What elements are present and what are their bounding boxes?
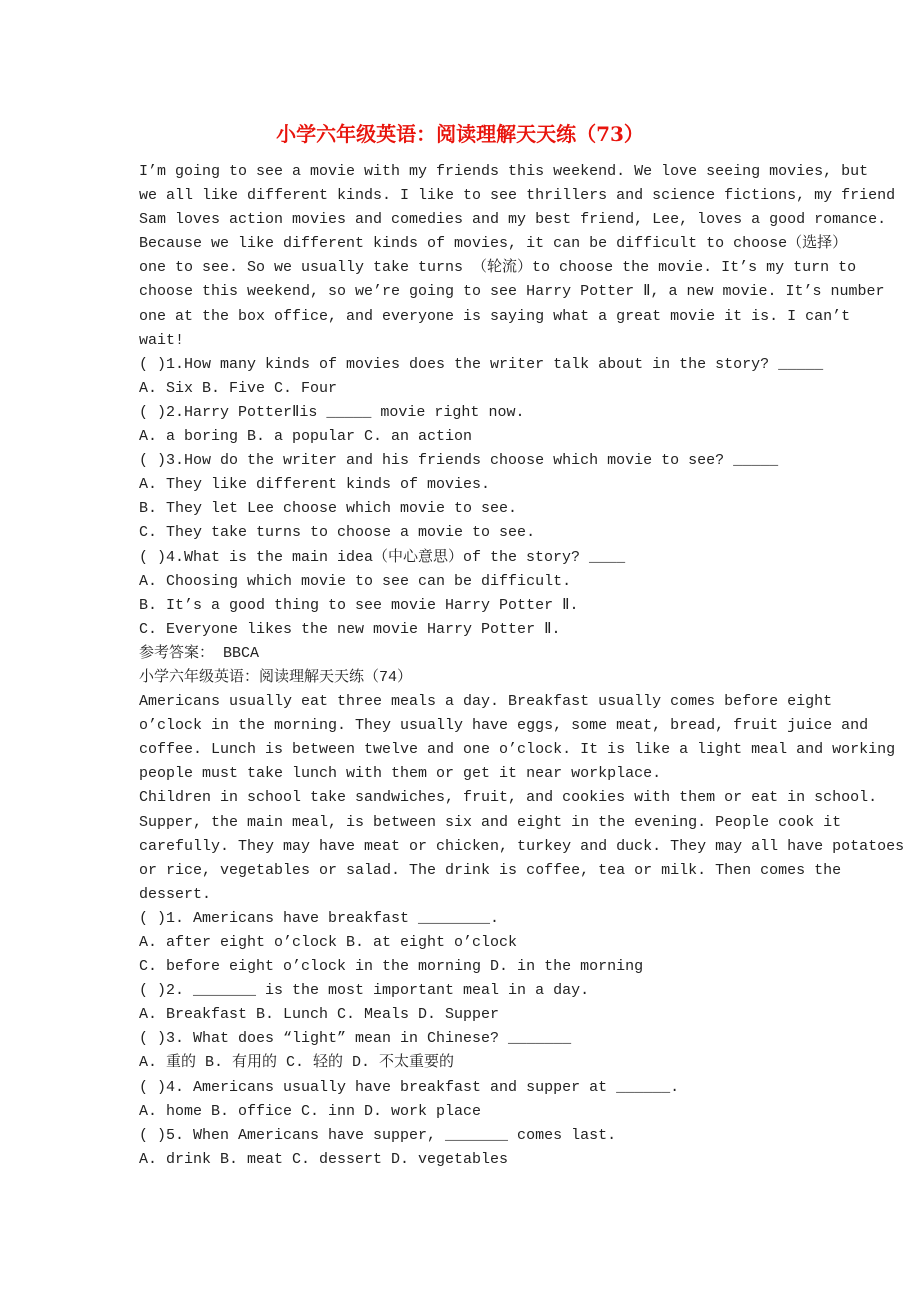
passage-line: Sam loves action movies and comedies and my best friend, Lee, loves a good romance.: [139, 211, 887, 229]
passage-line: wait!: [139, 331, 185, 349]
question-line: A. a boring B. a popular C. an action: [139, 428, 473, 446]
passage-line: Because we like different kinds of movies, it can be difficult to choose（选择）: [139, 235, 848, 253]
page-title: 小学六年级英语：阅读理解天天练（73）: [276, 122, 644, 146]
question-line: C. They take turns to choose a movie to see.: [139, 524, 536, 542]
passage-line: Americans usually eat three meals a day. Breakfast usually comes before eight: [139, 693, 833, 711]
question-line: ( )2. _______ is the most important meal in a day.: [139, 982, 590, 1000]
question-line: B. It’s a good thing to see movie Harry Potter Ⅱ.: [139, 596, 579, 614]
question-line: ( )3.How do the writer and his friends choose which movie to see? _____: [139, 452, 779, 470]
question-line: B. They let Lee choose which movie to see.: [139, 500, 518, 518]
question-line: A. Choosing which movie to see can be difficult.: [139, 572, 572, 590]
passage-line: people must take lunch with them or get it near workplace.: [139, 765, 662, 783]
section-title: 小学六年级英语：阅读理解天天练（74）: [139, 668, 413, 686]
passage-line: Supper, the main meal, is between six and eight in the evening. People cook it: [139, 813, 842, 831]
question-line: ( )3. What does “light” mean in Chinese? _______: [139, 1030, 572, 1048]
passage-line: choose this weekend, so we’re going to see Harry Potter Ⅱ, a new movie. It’s number: [139, 283, 885, 301]
passage-line: Children in school take sandwiches, fruit, and cookies with them or eat in school.: [139, 789, 878, 807]
question-line: ( )5. When Americans have supper, _______ comes last.: [139, 1126, 617, 1144]
answer-key: 参考答案： BBCA: [139, 644, 260, 662]
passage-line: dessert.: [139, 885, 212, 903]
question-line: A. They like different kinds of movies.: [139, 476, 491, 494]
question-line: ( )2.Harry PotterⅡis _____ movie right now.: [139, 403, 525, 421]
question-line: C. before eight o’clock in the morning D. in the morning: [139, 958, 644, 976]
question-line: ( )1. Americans have breakfast ________.: [139, 909, 500, 927]
question-line: ( )1.How many kinds of movies does the writer talk about in the story? _____: [139, 355, 824, 373]
passage-line: one to see. So we usually take turns （轮流）to choose the movie. It’s my turn to: [139, 259, 857, 277]
question-line: ( )4. Americans usually have breakfast and supper at ______.: [139, 1078, 680, 1096]
question-line: A. home B. office C. inn D. work place: [139, 1102, 482, 1120]
question-line: A. Breakfast B. Lunch C. Meals D. Supper: [139, 1006, 500, 1024]
passage-line: o’clock in the morning. They usually have eggs, some meat, bread, fruit juice and: [139, 717, 869, 735]
passage-line: we all like different kinds. I like to see thrillers and science fictions, my friend: [139, 187, 896, 205]
passage-line: one at the box office, and everyone is saying what a great movie it is. I can’t: [139, 307, 851, 325]
passage-line: I’m going to see a movie with my friends this weekend. We love seeing movies, but: [139, 163, 869, 180]
passage-line: coffee. Lunch is between twelve and one o’clock. It is like a light meal and working: [139, 741, 896, 759]
passage-line: carefully. They may have meat or chicken, turkey and duck. They may all have potatoes: [139, 837, 905, 855]
question-line: C. Everyone likes the new movie Harry Potter Ⅱ.: [139, 620, 561, 638]
question-line: A. drink B. meat C. dessert D. vegetables: [139, 1150, 509, 1168]
question-line: ( )4.What is the main idea（中心意思）of the story? ____: [139, 548, 626, 566]
question-line: A. 重的 B. 有用的 C. 轻的 D. 不太重要的: [139, 1054, 455, 1072]
passage-line: or rice, vegetables or salad. The drink is coffee, tea or milk. Then comes the: [139, 861, 842, 879]
question-line: A. Six B. Five C. Four: [139, 379, 338, 397]
document-body: [139, 160, 905, 1172]
question-line: A. after eight o’clock B. at eight o’clock: [139, 934, 518, 951]
